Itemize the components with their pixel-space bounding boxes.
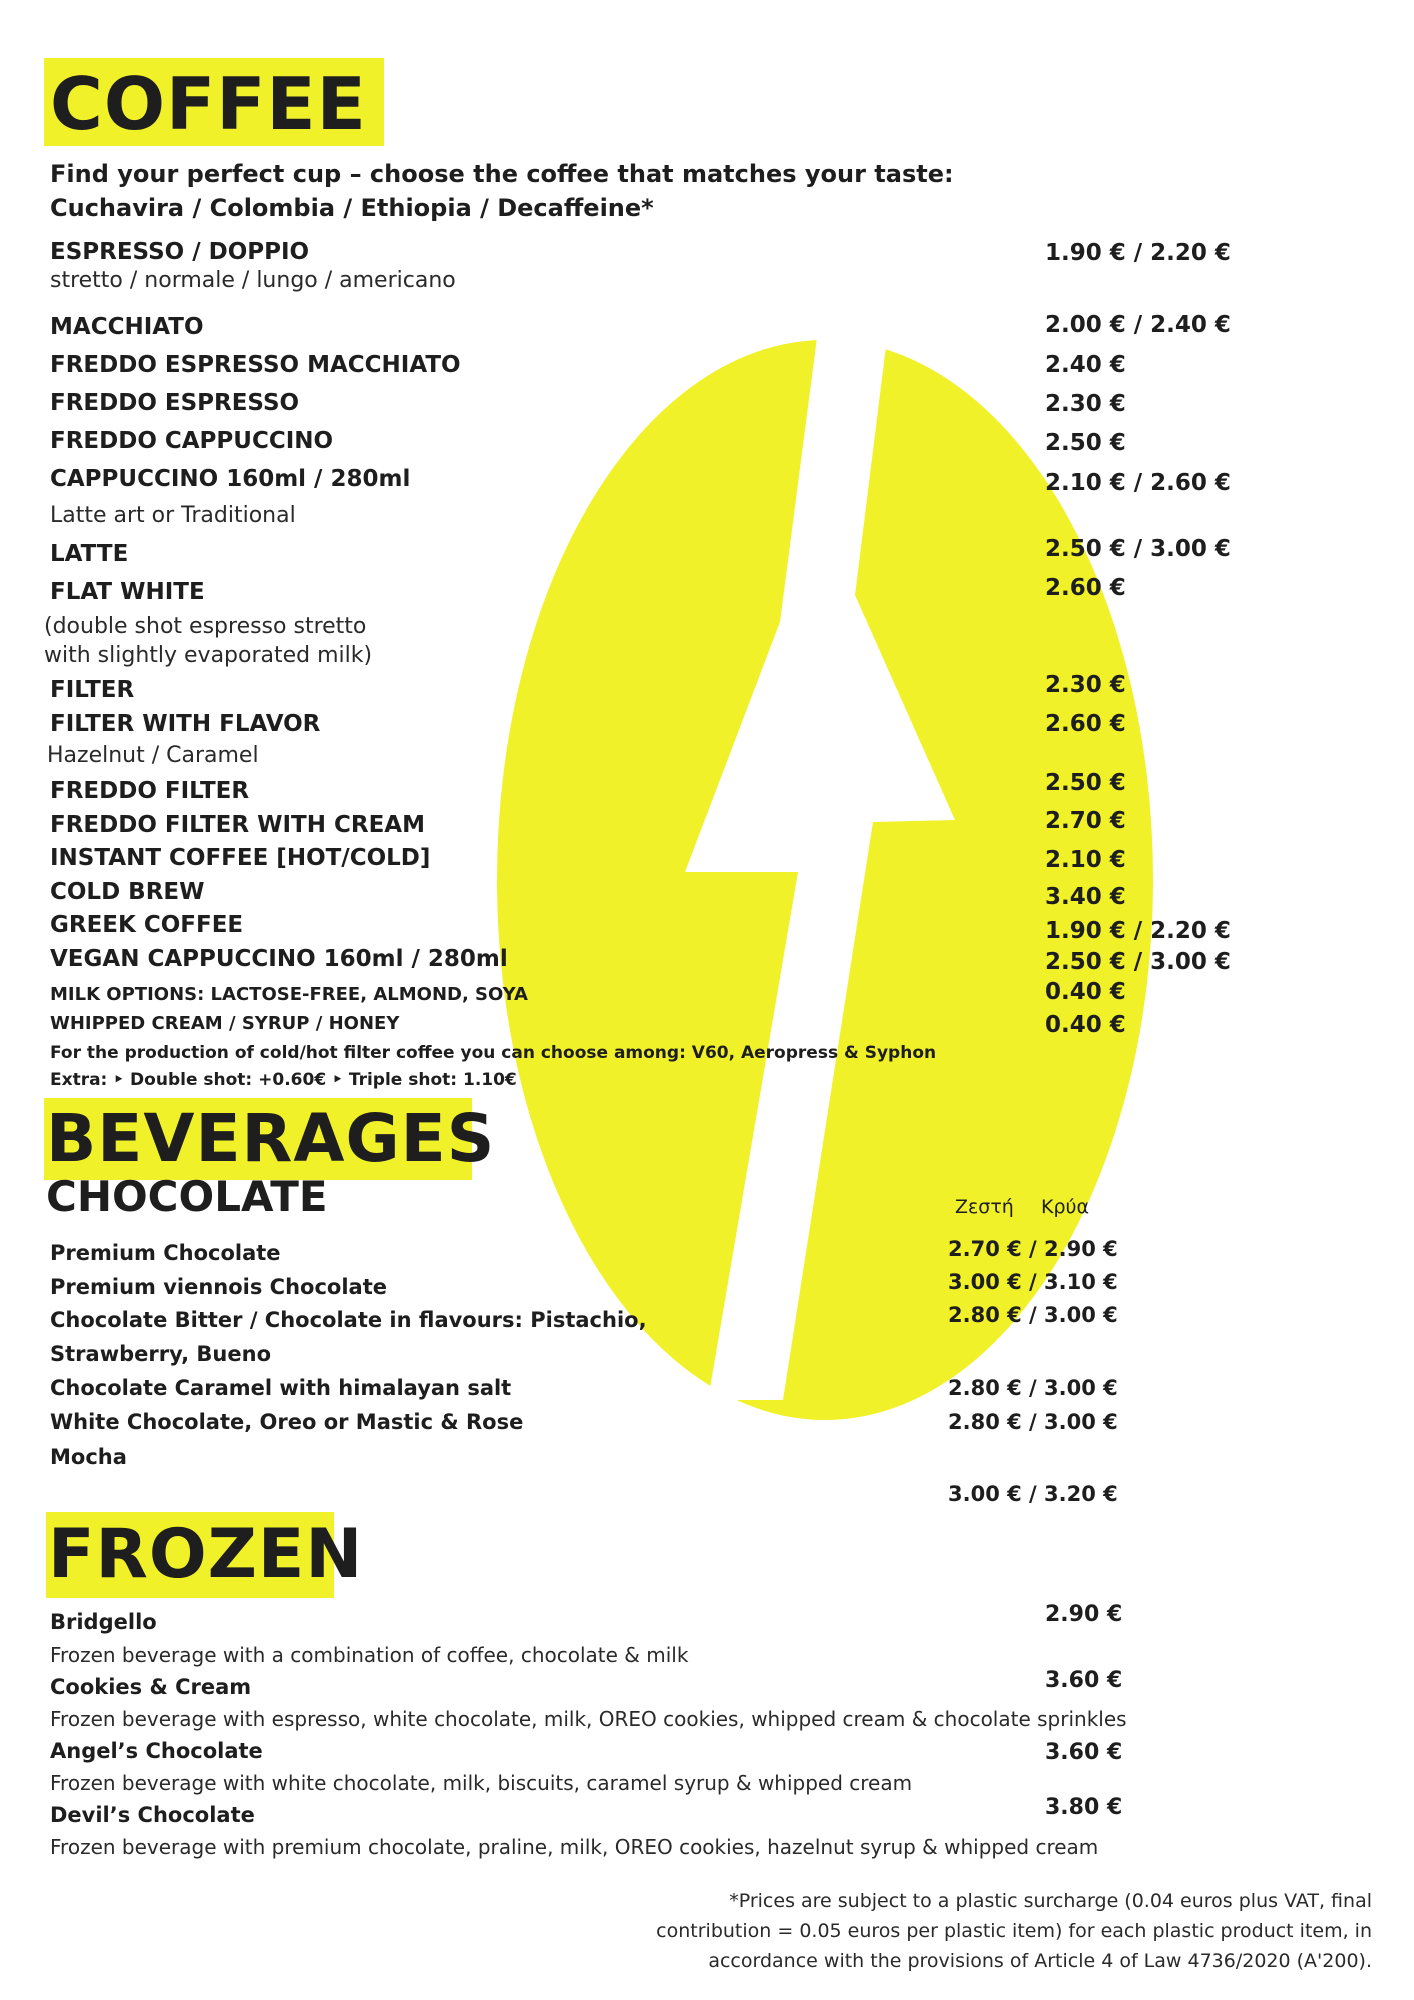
menu-item-flat-white: FLAT WHITE [50,579,205,605]
bev-item-chocolate-bitter-cont: Strawberry, Bueno [50,1342,272,1366]
frozen-item-devils-chocolate: Devil’s Chocolate [50,1803,255,1827]
plastic-surcharge-footnote [612,1886,1372,1976]
menu-item-freddo-espresso: FREDDO ESPRESSO [50,390,300,416]
menu-item-freddo-filter-cream-price: 2.70 € [1045,808,1126,834]
menu-item-instant-coffee-price: 2.10 € [1045,847,1126,873]
menu-item-freddo-filter: FREDDO FILTER [50,778,250,804]
frozen-item-bridgello: Bridgello [50,1610,157,1634]
coffee-intro-line2: Cuchavira / Colombia / Ethiopia / Decaffeine* [50,194,654,222]
bev-item-chocolate-bitter-price: 2.80 € / 3.00 € [948,1303,1118,1327]
menu-item-milk-options: MILK OPTIONS: LACTOSE-FREE, ALMOND, SOYA [50,984,528,1005]
footnote-line2: contribution = 0.05 euros per plastic item) for each plastic product item, in [656,1920,1372,1942]
coffee-title: COFFEE [50,62,367,146]
menu-item-macchiato: MACCHIATO [50,314,204,340]
menu-item-greek-coffee: GREEK COFFEE [50,912,244,938]
coffee-intro-line1: Find your perfect cup – choose the coffee that matches your taste: [50,160,954,188]
bev-item-premium-chocolate: Premium Chocolate [50,1241,281,1265]
beverages-title: BEVERAGES [46,1100,496,1177]
menu-item-whipped-cream: WHIPPED CREAM / SYRUP / HONEY [50,1013,400,1034]
frozen-item-cookies-cream: Cookies & Cream [50,1675,252,1699]
frozen-item-angels-chocolate: Angel’s Chocolate [50,1739,263,1763]
menu-item-espresso-price: 1.90 € / 2.20 € [1045,240,1231,266]
menu-item-macchiato-price: 2.00 € / 2.40 € [1045,312,1231,338]
bev-item-premium-chocolate-price: 2.70 € / 2.90 € [948,1237,1118,1261]
menu-item-whipped-cream-price: 0.40 € [1045,1012,1126,1038]
frozen-item-devils-chocolate-desc: Frozen beverage with premium chocolate, praline, milk, OREO cookies, hazelnut syrup & whipped cream [50,1835,1099,1859]
bev-item-white-chocolate: White Chocolate, Oreo or Mastic & Rose [50,1410,524,1434]
frozen-item-angels-chocolate-desc: Frozen beverage with white chocolate, milk, biscuits, caramel syrup & whipped cream [50,1771,913,1795]
menu-item-cold-brew: COLD BREW [50,879,205,905]
menu-item-flat-white-price: 2.60 € [1045,575,1126,601]
footnote-line3: accordance with the provisions of Article 4 of Law 4736/2020 (A'200). [708,1950,1372,1972]
bev-item-mocha: Mocha [50,1445,127,1469]
frozen-item-cookies-cream-price: 3.60 € [1045,1668,1123,1693]
menu-item-freddo-espresso-macchiato: FREDDO ESPRESSO MACCHIATO [50,352,461,378]
chocolate-subtitle: CHOCOLATE [46,1172,328,1221]
menu-item-filter-flavor: FILTER WITH FLAVOR [50,711,321,737]
menu-item-freddo-espresso-price: 2.30 € [1045,391,1126,417]
menu-item-freddo-filter-price: 2.50 € [1045,770,1126,796]
frozen-item-cookies-cream-desc: Frozen beverage with espresso, white chocolate, milk, OREO cookies, whipped cream & chocolate sprinkles [50,1707,1127,1731]
bev-item-premium-viennois-price: 3.00 € / 3.10 € [948,1270,1118,1294]
bev-item-chocolate-caramel: Chocolate Caramel with himalayan salt [50,1376,512,1400]
extra-shot-note: Extra: ‣ Double shot: +0.60€ ‣ Triple shot: 1.10€ [50,1070,517,1090]
menu-item-freddo-cappuccino-price: 2.50 € [1045,430,1126,456]
menu-item-vegan-cappuccino-price: 2.50 € / 3.00 € [1045,949,1231,975]
filter-note: For the production of cold/hot filter coffee you can choose among: V60, Aeropress & Syphon [50,1043,937,1063]
frozen-title: FROZEN [48,1515,364,1594]
menu-item-cappuccino: CAPPUCCINO 160ml / 280ml [50,466,411,492]
menu-item-instant-coffee: INSTANT COFFEE [HOT/COLD] [50,845,431,871]
menu-item-espresso: ESPRESSO / DOPPIO [50,239,310,265]
bev-item-premium-viennois: Premium viennois Chocolate [50,1275,387,1299]
menu-item-freddo-cappuccino: FREDDO CAPPUCCINO [50,428,334,454]
menu-item-filter: FILTER [50,677,135,703]
menu-item-freddo-espresso-macchiato-price: 2.40 € [1045,352,1126,378]
frozen-item-bridgello-desc: Frozen beverage with a combination of coffee, chocolate & milk [50,1643,689,1667]
frozen-item-devils-chocolate-price: 3.80 € [1045,1795,1123,1820]
bev-item-mocha-price: 3.00 € / 3.20 € [948,1482,1118,1506]
menu-item-espresso-desc: stretto / normale / lungo / americano [50,268,456,293]
menu-item-latte-price: 2.50 € / 3.00 € [1045,536,1231,562]
menu-item-greek-coffee-price: 1.90 € / 2.20 € [1045,918,1231,944]
menu-item-milk-options-price: 0.40 € [1045,979,1126,1005]
menu-item-filter-flavor-price: 2.60 € [1045,711,1126,737]
menu-item-cappuccino-price: 2.10 € / 2.60 € [1045,470,1231,496]
menu-item-freddo-filter-cream: FREDDO FILTER WITH CREAM [50,812,425,838]
menu-item-cold-brew-price: 3.40 € [1045,884,1126,910]
menu-item-filter-flavor-desc: Hazelnut / Caramel [47,743,259,768]
menu-item-filter-price: 2.30 € [1045,672,1126,698]
frozen-item-bridgello-price: 2.90 € [1045,1602,1123,1627]
menu-item-flat-white-desc2: with slightly evaporated milk) [44,643,373,668]
menu-item-vegan-cappuccino: VEGAN CAPPUCCINO 160ml / 280ml [50,946,508,972]
frozen-item-angels-chocolate-price: 3.60 € [1045,1740,1123,1765]
bev-item-chocolate-bitter: Chocolate Bitter / Chocolate in flavours: Pistachio, [50,1308,647,1332]
bev-item-white-chocolate-price: 2.80 € / 3.00 € [948,1410,1118,1434]
column-cold: Κρύα [1041,1196,1090,1218]
bev-item-chocolate-caramel-price: 2.80 € / 3.00 € [948,1376,1118,1400]
column-hot: Ζεστή [955,1196,1014,1218]
menu-item-flat-white-desc1: (double shot espresso stretto [44,614,367,639]
menu-item-cappuccino-desc: Latte art or Traditional [50,503,296,528]
footnote-line1: *Prices are subject to a plastic surcharge (0.04 euros plus VAT, final [729,1890,1372,1912]
menu-item-latte: LATTE [50,541,129,567]
